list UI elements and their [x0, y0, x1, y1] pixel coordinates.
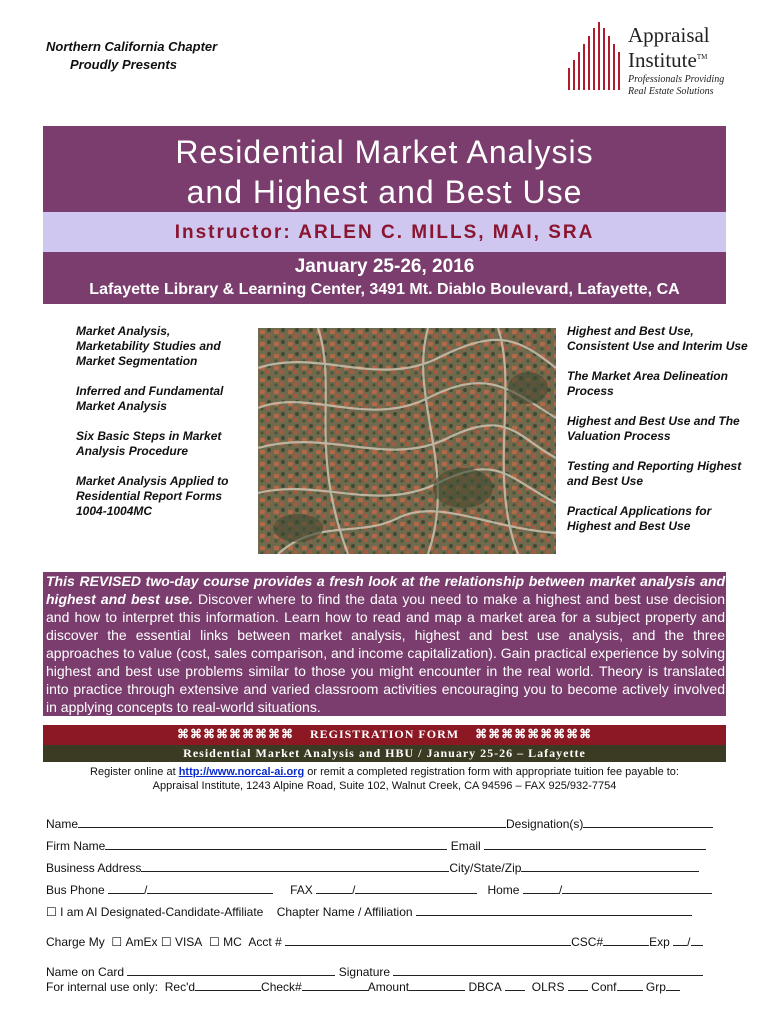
course-date: January 25-26, 2016 — [294, 256, 475, 277]
home-phone-field[interactable] — [562, 882, 712, 894]
course-description — [46, 572, 725, 716]
topics-right — [567, 324, 757, 549]
firm-name-field[interactable] — [105, 838, 447, 850]
registration-heading — [43, 727, 726, 742]
amount-label: Amount — [367, 980, 410, 994]
bus-phone-label: Bus Phone — [46, 883, 105, 897]
business-address-field[interactable] — [141, 860, 449, 872]
topic-item: Testing and Reporting Highest and Best Use — [567, 459, 742, 488]
topic-item: Market Analysis Applied to Residential Report Forms 1004-1004MC — [76, 474, 229, 518]
csc-label: CSC# — [571, 935, 604, 949]
topic-item: Six Basic Steps in Market Analysis Procedure — [76, 429, 222, 458]
conf-label: Conf — [591, 980, 617, 994]
mc-checkbox[interactable]: ☐ — [208, 935, 220, 949]
check-label: Check# — [261, 980, 302, 994]
internal-use-row — [46, 979, 680, 995]
card-row — [46, 964, 703, 980]
name-field[interactable] — [78, 816, 506, 828]
course-title-line2: and Highest and Best Use — [186, 174, 583, 210]
topics-left — [76, 324, 246, 534]
topic-item: Highest and Best Use, Consistent Use and Interim Use — [567, 324, 748, 353]
slash: / — [558, 883, 563, 897]
bus-phone-field[interactable] — [147, 882, 273, 894]
grp-label: Grp — [645, 980, 666, 994]
bus-phone-area-field[interactable] — [108, 882, 144, 894]
city-state-zip-field[interactable] — [521, 860, 699, 872]
registration-label: REGISTRATION FORM — [309, 727, 460, 741]
email-label: Email — [450, 839, 481, 853]
chapter-name-field[interactable] — [416, 904, 692, 916]
topic-item: Highest and Best Use and The Valuation Process — [567, 414, 740, 443]
signature-label: Signature — [338, 965, 391, 979]
topic-item: The Market Area Delineation Process — [567, 369, 728, 398]
description-lead: This REVISED two-day course provides a fresh look at the relationship between market analysis and highest and best use. — [46, 573, 725, 607]
dbca-label: DBCA — [468, 980, 502, 994]
online-prefix: Register online at — [90, 766, 176, 778]
visa-label: VISA — [174, 935, 203, 949]
phone-row — [46, 882, 712, 898]
charge-my-label: Charge My — [46, 935, 105, 949]
conf-field[interactable] — [617, 979, 643, 991]
grp-field[interactable] — [666, 979, 680, 991]
fax-area-field[interactable] — [316, 882, 352, 894]
affiliation-row — [46, 904, 692, 920]
home-phone-label: Home — [487, 883, 520, 897]
topic-item: Market Analysis, Marketability Studies and Market Segmentation — [76, 324, 221, 368]
designations-field[interactable] — [583, 816, 713, 828]
recd-label: Rec'd — [164, 980, 196, 994]
logo-wordmark — [628, 24, 710, 71]
visa-checkbox[interactable]: ☐ — [160, 935, 172, 949]
olrs-label: OLRS — [531, 980, 565, 994]
designations-label: Designation(s) — [506, 817, 584, 831]
fax-label: FAX — [290, 883, 313, 897]
logo-tagline — [628, 74, 724, 98]
registration-link[interactable]: http://www.norcal-ai.org — [178, 766, 305, 778]
logo-title-line2: Institute™ — [628, 48, 708, 72]
chapter-name: Northern California Chapter — [46, 39, 218, 54]
check-field[interactable] — [302, 979, 368, 991]
olrs-field[interactable] — [568, 979, 588, 991]
header-presenter — [46, 38, 217, 74]
slash: / — [352, 883, 356, 897]
ornament-left: ⌘⌘⌘⌘⌘⌘⌘⌘⌘ — [176, 727, 294, 741]
logo-title-line1: Appraisal — [628, 23, 710, 47]
firm-name-label: Firm Name — [46, 839, 106, 853]
home-phone-area-field[interactable] — [523, 882, 559, 894]
firm-row — [46, 838, 706, 854]
business-address-label: Business Address — [46, 861, 142, 875]
signature-field[interactable] — [393, 964, 703, 976]
registration-subtitle: Residential Market Analysis and HBU / January 25-26 – Lafayette — [183, 746, 586, 760]
exp-label: Exp — [649, 935, 670, 949]
csc-field[interactable] — [603, 934, 649, 946]
city-state-zip-label: City/State/Zip — [449, 861, 522, 875]
mc-label: MC — [223, 935, 242, 949]
exp-month-field[interactable] — [673, 934, 687, 946]
acct-field[interactable] — [285, 934, 571, 946]
recd-field[interactable] — [195, 979, 261, 991]
topic-item: Practical Applications for Highest and Best Use — [567, 504, 712, 533]
aerial-neighborhood-photo — [258, 328, 556, 554]
dbca-field[interactable] — [505, 979, 525, 991]
description-body: Discover where to find the data you need to make a highest and best use decision and how to interpret this information. Learn how to read and map a market area for a subject property and discover the essential links between market analysis, highest and best use analysis, and the three approaches to value (cost, sales comparison, and income capitalization). Gain practical experience by solving highest and best use problems similar to those you might encounter in the real world. Theory is translated into practice through extensive and varied classroom activities encouraging you to become actively involved in applying concepts to real-world situations. — [46, 591, 725, 715]
exp-year-field[interactable] — [691, 934, 703, 946]
amount-field[interactable] — [409, 979, 465, 991]
name-on-card-label: Name on Card — [46, 965, 125, 979]
slash: / — [687, 935, 691, 949]
online-suffix: or remit a completed registration form with appropriate tuition fee payable to: — [307, 766, 679, 778]
amex-checkbox[interactable]: ☐ — [111, 935, 123, 949]
logo-tagline-line2: Real Estate Solutions — [628, 86, 714, 97]
mailing-address: Appraisal Institute, 1243 Alpine Road, Suite 102, Walnut Creek, CA 94596 – FAX 925/932-7754 — [152, 780, 617, 792]
proudly-presents: Proudly Presents — [70, 57, 177, 72]
ornament-right: ⌘⌘⌘⌘⌘⌘⌘⌘⌘ — [475, 727, 593, 741]
course-venue: Lafayette Library & Learning Center, 3491 Mt. Diablo Boulevard, Lafayette, CA — [89, 281, 680, 298]
chapter-name-label: Chapter Name / Affiliation — [276, 905, 413, 919]
internal-use-label: For internal use only: — [46, 980, 159, 994]
topic-item: Inferred and Fundamental Market Analysis — [76, 384, 224, 413]
course-title — [43, 132, 726, 212]
email-field[interactable] — [484, 838, 706, 850]
fax-field[interactable] — [355, 882, 477, 894]
amex-label: AmEx — [125, 935, 158, 949]
slash: / — [144, 883, 148, 897]
logo-tagline-line1: Professionals Providing — [628, 74, 725, 85]
instructor: Instructor: ARLEN C. MILLS, MAI, SRA — [174, 222, 595, 243]
address-row — [46, 860, 699, 876]
acct-label: Acct # — [248, 935, 282, 949]
name-on-card-field[interactable] — [127, 964, 335, 976]
ai-candidate-label: I am AI Designated-Candidate-Affiliate — [60, 905, 264, 919]
course-title-line1: Residential Market Analysis — [175, 134, 594, 170]
name-label: Name — [46, 817, 79, 831]
register-online-line — [43, 765, 726, 779]
ai-candidate-checkbox[interactable]: ☐ — [46, 905, 57, 919]
name-row — [46, 816, 713, 832]
charge-row — [46, 934, 703, 950]
